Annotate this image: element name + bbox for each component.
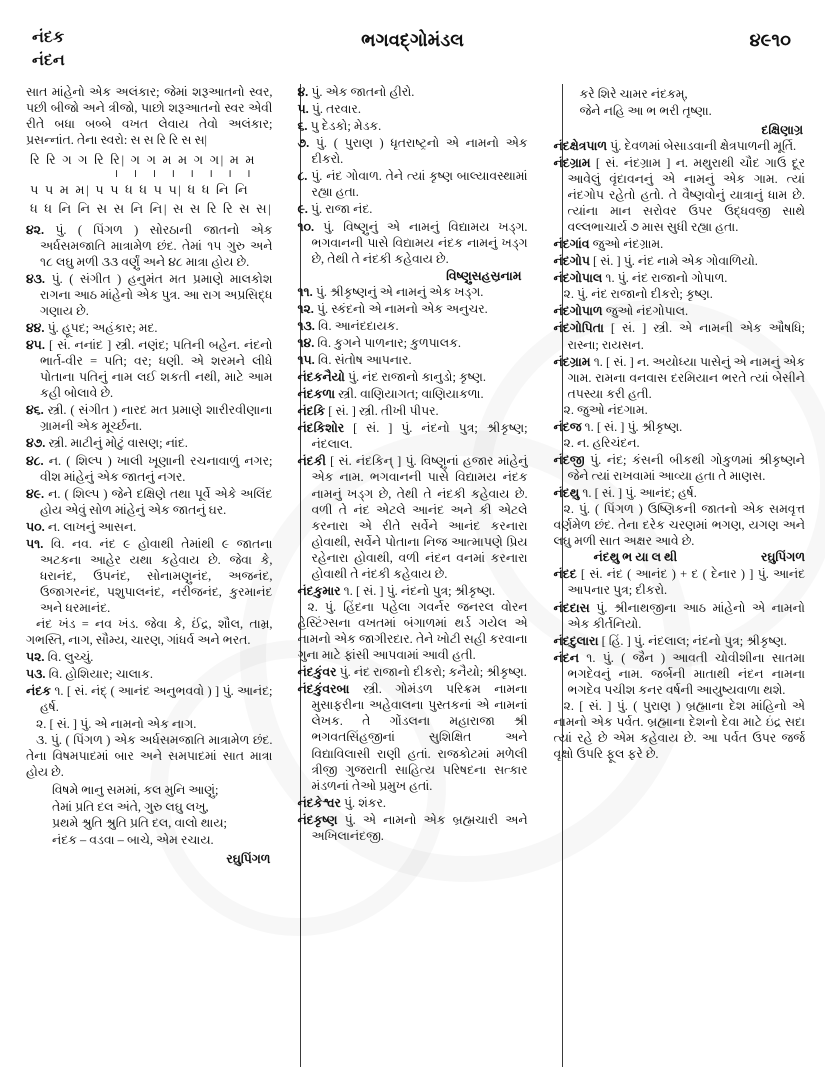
entry-text: [ સં. ] સ્ત્રી. તીખી પીપર.	[325, 404, 439, 419]
headword: નંદગ્રામ	[553, 155, 591, 170]
verse-line: જેને નહિ આ ભ ભરી તૃષ્ણા.	[579, 103, 712, 118]
entry-first-line	[554, 566, 805, 598]
sense-number: ૮.	[297, 169, 308, 184]
sense-11	[297, 284, 527, 300]
dictionary-entry-nandan	[554, 650, 805, 762]
entry-first-line	[297, 583, 527, 599]
sense-number: ૪૩.	[26, 271, 46, 286]
headword: નંદકિશોર	[297, 421, 345, 436]
entry-first-line	[297, 386, 527, 402]
sense-paragraph	[297, 168, 527, 200]
sense-49	[26, 486, 272, 518]
sense-text: પુ દેડકો; મેડક.	[310, 119, 382, 134]
sense-paragraph	[297, 284, 527, 300]
dictionary-entry-nandak	[26, 683, 272, 779]
entry-text: [ સં. ] પું. નંદનો પુત્ર; શ્રીકૃષ્ણ; નંદલાલ.	[311, 421, 528, 452]
entry-text: પું. એ નામનો એક બ્રહ્મચારી અને અખિલાનંદજી.	[311, 812, 528, 843]
sense-paragraph	[26, 320, 272, 336]
sense-paragraph	[297, 101, 527, 117]
sense-50	[26, 519, 272, 535]
sense-paragraph	[26, 402, 272, 434]
sense-8	[297, 168, 527, 200]
entry-first-line	[554, 320, 805, 352]
sense-number: ૪૮.	[26, 453, 44, 468]
entry-first-line	[297, 812, 527, 844]
sense-number: ૧૧.	[297, 284, 313, 299]
sense-number: ૫૦.	[26, 519, 45, 534]
dictionary-entry-nandagaon	[554, 236, 805, 252]
sense-paragraph	[297, 318, 527, 334]
continuation-paragraph: સાત માંહેનો એક અલંકાર; જેમાં શરૂઆતનો સ્વર, પછી બીજો અને ત્રીજો, પાછો શરૂઆતનો સ્વર એવી રીતે બધા બબ્બે વખત લેવાય તેવો અલંકાર; પ્રસન્નાંત. તેના સ્વરો: સ સ રિ રિ સ સ|	[26, 85, 273, 148]
dictionary-entry-nandagop	[554, 253, 805, 269]
sense-text: ૧. [ સં. ] પું. શ્રીકૃષ્ણ.	[584, 419, 683, 434]
verse-line: પ્રથમે શ્રુતિ શ્રુતિ પ્રતિ દલ, વાલો થાય;	[52, 816, 227, 831]
sense-53	[26, 666, 272, 682]
entry-text: પું. દેવળમાં બેસાડવાની ક્ષેત્રપાળની મૂર્તિ.	[607, 138, 797, 153]
sense-text: પું. સ્કંદનો એ નામનો એક અનુચર.	[317, 301, 488, 316]
sense-number: ૯.	[297, 202, 308, 217]
headword: નંદકી	[297, 454, 326, 469]
metre-formula-row	[554, 549, 805, 565]
svara-line-3: ધ ધ નિ નિ સ સ નિ નિ| સ સ રિ રિ સ સ|	[30, 201, 273, 217]
entry-first-line	[554, 354, 805, 402]
sense-text: ૧. [ સં. ] ન. અયોધ્યા પાસેનું એ નામનું એક ગામ. રામના વનવાસ દરમિયાન ભરતે ત્યાં બેસીને તપસ્યા કરી હતી.	[567, 354, 805, 401]
entry-first-line	[554, 155, 805, 235]
sense-text: ૨. [ સં. ] પું. એ નામનો એક નાગ.	[36, 716, 197, 731]
sense-text: પું. ( પુરાણ ) ધૃતરાષ્ટ્રનો એ નામનો એક દીકરો.	[311, 136, 528, 167]
dictionary-entry-nandakshetrapal	[554, 138, 805, 154]
sense-paragraph	[297, 301, 527, 317]
headword: નંદકુંવર	[297, 665, 337, 680]
sense-6	[297, 118, 527, 134]
headword: નંદકુમાર	[297, 583, 341, 598]
entry-first-line	[297, 420, 527, 452]
entry-text: [ સં. ] પું. નંદ નામે એક ગોવાળિયો.	[589, 254, 758, 269]
sense-text: ૩. પું. ( પિંગળ ) એક અર્ધસમજાતિ માત્રામેળ છંદ. તેના વિષમપાદમાં બાર અને સમપાદમાં સાત માત્રા હોય છે.	[26, 732, 273, 779]
sense-number: ૪૭.	[26, 436, 46, 451]
entry-text: [ હિં. ] પું. નંદલાલ; નંદનો પુત્ર; શ્રીકૃષ્ણ.	[598, 633, 787, 648]
dictionary-entry-nandaji	[554, 452, 805, 484]
dictionary-entry-nandakeshwar	[297, 795, 527, 811]
sense-text: પું. ( સંગીત ) હનુમંત મત પ્રમાણે માલકોશ રાગના આઠ માંહેનો એક પુત્ર. આ રાગ અપ્રસિદ્ધ ગણાય છે.	[40, 271, 273, 318]
verse-quotation	[554, 86, 805, 120]
dictionary-entry-nandadulara	[554, 633, 805, 649]
sense-number: ૪૨.	[26, 222, 45, 237]
nine-khand-note: નંદ ખંડ = નવ ખંડ. જેવા કે, ઈંદ્ર, શૌલ, તામ્ર, ગભસ્તિ, નાગ, સૌમ્ય, ચારણ, ગાંધર્વ અને ભરત.	[26, 617, 273, 648]
sense-text: ૨. પું. નંદ રાજાનો દીકરો; કૃષ્ણ.	[563, 287, 713, 302]
running-head	[0, 26, 825, 82]
dictionary-entry-nandathu	[554, 485, 805, 565]
headword: નંદકૃષ્ણ	[297, 812, 338, 827]
entry-first-line	[554, 633, 805, 649]
dictionary-entry-nandakrishna	[297, 812, 527, 844]
sense-number: ૧૨.	[297, 301, 314, 316]
sense-number: ૭.	[297, 136, 310, 151]
dictionary-entry-nandaj	[554, 419, 805, 451]
sense-text: પું. નંદ ગોવાળ. તેને ત્યાં કૃષ્ણ બાલ્યાવસ્થામાં રહ્યા હતા.	[311, 169, 528, 200]
column-container	[26, 84, 805, 1067]
sense-text: પું. એક જાતનો હીરો.	[311, 85, 415, 99]
entry-text: પું. નંદ રાજાનો કાનુડો; કૃષ્ણ.	[344, 370, 486, 385]
sense-text: ન. ( શિલ્પ ) જેને દક્ષિણે તથા પૂર્વે એકે અલિંદ હોય એવું સોળ માંહેનું એક જાતનું ઘર.	[40, 486, 273, 517]
sense-text: વિ. કુગને પાળનાર; કુળપાલક.	[317, 335, 461, 350]
sense-7	[297, 135, 527, 167]
svara-line-2: પ પ મ મ| પ પ ધ ધ પ પ| ધ ધ નિ નિ	[30, 181, 250, 197]
headword: નંદક્ષેત્રપાળ	[553, 138, 608, 153]
sense-text: ૨. પું. ( પિંગળ ) ઉષ્ણિકની જાતનો એક સમવૃત્ત વર્ણમેળ છંદ. તેના દરેક ચરણમાં ભગણ, યગણ અને લઘુ મળી સાત અક્ષર આવે છે.	[553, 502, 805, 549]
sense-number: ૪૯.	[26, 486, 45, 501]
entry-first-line	[554, 270, 805, 286]
headword: નંદદ	[553, 567, 577, 582]
sense-paragraph	[297, 118, 527, 134]
entry-first-line	[554, 650, 805, 698]
sense-text: ૧. પું. નંદ રાજાનો ગોપાળ.	[605, 271, 728, 286]
entry-text: જુઓ નંદગ્રામ.	[589, 237, 664, 252]
sense-text: વિ. આનંદદાયક.	[317, 318, 399, 333]
dictionary-entry-nandakunvar	[297, 664, 527, 680]
headword: નંદદાસ	[553, 600, 590, 615]
dictionary-entry-nandagopal-alt	[554, 303, 805, 319]
entry-first-line	[554, 303, 805, 319]
sense-text: વિ. નવ. નંદ ૯ હોવાથી તેમાંથી ૯ જાતના અટકના આહેર યથા કહેવાય છે. જેવા કે, ધરાનંદ, ઉપનંદ, સોનામણુનંદ, અજનંદ, ઉજાગરનંદ, પશુપાલનંદ, નરીજનંદ, કુરમાનંદ અને ધરમાનંદ.	[40, 536, 273, 616]
sense-14	[297, 335, 527, 351]
headword: નંદકળા	[297, 387, 336, 402]
verse-citation: રઘુપિંગળ	[226, 852, 271, 867]
headword: નંદગોપ	[553, 254, 590, 269]
entry-first-line	[297, 453, 527, 582]
sense-48	[26, 453, 272, 485]
headword: નંદગ્રામ	[553, 354, 591, 369]
verse-line: કરે શિરે ચામર નંદકમ્,	[579, 87, 688, 101]
headword: નંદજ	[553, 419, 582, 434]
sense-text: ન. લાખનું આસન.	[47, 519, 137, 534]
entry-first-line	[554, 600, 805, 632]
sense-text: પું. તરવાર.	[311, 102, 361, 117]
sense-paragraph	[297, 201, 527, 217]
sense-10	[297, 219, 527, 267]
metre-formula: નંદથુ ભ યા લ થી	[593, 550, 678, 565]
sense-paragraph	[297, 219, 527, 267]
sense-46	[26, 402, 272, 434]
sense-paragraph	[26, 271, 272, 319]
entry-text: [ સં. નંદકિન્ ] પું. વિષ્ણુનાં હજાર માંહેનું એક નામ. ભગવાનની પાસે વિદ્યામય નંદક નામનું ખડ્ગ છે, તેથી તે નંદકી કહેવાય છે. વળી તે નંદ એટલે આનંદ અને કી એટલે કરનારા એ રીતે સર્વેને આનંદ કરનારા હોવાથી, સર્વેને પોતાના નિજ આત્માપણે પ્રિય રહેનારા હોવાથી, વળી નંદન વનમાં કરનારા હોવાથી તે નંદકી કહેવાય છે.	[311, 454, 528, 581]
entry-first-line	[297, 795, 527, 811]
sense-number: ૬.	[297, 119, 308, 134]
dictionary-entry-nandad	[554, 566, 805, 598]
sense-number: ૫૩.	[26, 667, 46, 682]
sense-number: ૪૫.	[26, 338, 45, 353]
sense-42	[26, 222, 272, 270]
sense-text: વિ. સંતોષ આપનાર.	[317, 353, 412, 367]
sense-text: પું. રાજા નંદ.	[311, 202, 373, 217]
page-number: ૪૯૧૦	[749, 30, 791, 50]
headword: નંદગોપિતા	[553, 321, 604, 336]
sense-paragraph	[26, 536, 272, 616]
sense-number: ૫૨.	[26, 650, 45, 665]
sense-text: ૧. [ સં. ] પું. નંદનો પુત્ર; શ્રીકૃષ્ણ.	[343, 583, 496, 598]
dictionary-entry-nandadas	[554, 600, 805, 632]
verse-line: નંદક – વડવા – બાચે, એમ રચાય.	[52, 833, 214, 848]
sense-text: ૧. પું. ( જૈન ) આવતી ચોવીશીના સાતમા ભગદેવનું નામ. જર્બની માતાથી નંદન નામના ભગદેવ પચીશ કનર વર્ષની આયુષ્યવાળા થશે.	[567, 650, 805, 697]
sense-text: વિ. હોશિયાર; ચાલાક.	[48, 667, 153, 682]
entry-first-line	[554, 452, 805, 484]
dictionary-entry-nandagram-ayodhya	[554, 354, 805, 418]
sense-text: પું. હૂપદ; અહંકાર; મદ.	[47, 321, 158, 336]
entry-first-line	[297, 681, 527, 793]
dictionary-entry-nandakumar	[297, 583, 527, 663]
svara-notation-block	[26, 150, 272, 218]
sense-number: ૪૪.	[26, 321, 45, 336]
entry-text: પું. શંકર.	[340, 795, 386, 810]
sense-text: [ સં. નનાંદ ] સ્ત્રી. નણંદ; પતિની બહેન. નંદનો ભાર્ત-વીર = પતિ; વર; ધણી. એ શરમને લીધે પોતાના પતિનું નામ લઈ શકતી નથી, માટે આમ કહી બોલાવે છે.	[40, 338, 273, 401]
sense-paragraph	[297, 352, 527, 368]
headword: નંદકુંવરબા	[297, 682, 350, 697]
sense-text: ૨. પું. હિંદના પહેલા ગવર્નર જનરલ વોરન હેસ્ટિંગ્સના વખતમાં બંગાળમાં થર્ડ ગયેલ એ નામનો એક જાગીરદાર. તેને ખોટી સહી કરવાના ગુના માટે ફાંસી આપવામાં આવી હતી.	[297, 599, 528, 663]
entry-first-line	[554, 138, 805, 154]
sense-13	[297, 318, 527, 334]
entry-text: સ્ત્રી. વાણિયાગત; વાણિયાકળા.	[335, 387, 484, 402]
sense-number: ૧૦.	[297, 219, 315, 234]
sense-4	[297, 84, 527, 100]
sense-15	[297, 352, 527, 368]
verse-line: તેમાં પ્રતિ દલ અંતે, ગુરુ લઘુ લખુ,	[52, 799, 209, 814]
headword: નંદગોપાળ	[553, 304, 603, 319]
dictionary-entry-nandakunvarba	[297, 681, 527, 793]
entry-first-line	[297, 369, 527, 385]
sense-text: સ્ત્રી. માટીનું મોટું વાસણ; નાંદ.	[48, 436, 188, 451]
headword: નંદદુલારા	[553, 633, 599, 648]
running-head-left-line1: નંદક	[32, 29, 65, 46]
column-2	[284, 84, 539, 1067]
verse-quotation	[26, 782, 272, 849]
sense-text: ૨. જુઓ નંદગામ.	[563, 402, 648, 417]
column-3	[540, 84, 805, 1067]
running-head-left-line2: નંદન	[32, 52, 65, 70]
sense-52	[26, 649, 272, 665]
dictionary-entry-nandagopal	[554, 270, 805, 302]
dictionary-entry-nandagram-mathura	[554, 155, 805, 235]
dictionary-entry-nandakishor	[297, 420, 527, 452]
sense-43	[26, 271, 272, 319]
sense-paragraph	[26, 519, 272, 535]
dictionary-entry-nandagopita	[554, 320, 805, 352]
column-1	[26, 84, 284, 1067]
sense-paragraph	[26, 486, 272, 518]
sense-text: ન. ( શિલ્પ ) ખાલી ખૂણાની રચનાવાળું નગર; વીશ માંહેનું એક જાતનું નગર.	[40, 453, 273, 484]
sense-paragraph	[26, 435, 272, 451]
sense-number: ૧૫.	[297, 353, 315, 367]
dictionary-entry-nandaki	[297, 453, 527, 582]
sense-number: ૪૬.	[26, 403, 44, 418]
sense-9	[297, 201, 527, 217]
verse-citation: રઘુપિંગળ	[760, 550, 805, 565]
sense-51	[26, 536, 272, 648]
headword: નંદગાંવ	[553, 237, 590, 252]
sense-47	[26, 435, 272, 451]
headword: નંદગોપાલ	[553, 271, 603, 286]
entry-text: [ સં. ] સ્ત્રી. એ નામની એક ઔષધિ; રાસ્ના; રાયસન.	[567, 321, 805, 352]
sense-text: ૧. [ સં. નંદ્ ( આનંદ અનુભવવો ) ] પું. આનંદ; હર્ષ.	[40, 684, 273, 715]
sense-paragraph	[26, 649, 272, 665]
sense-number: ૫.	[297, 102, 309, 117]
entry-first-line	[554, 236, 805, 252]
sense-text: ૧. [ સં. ] પું. આનંદ; હર્ષ.	[582, 486, 697, 501]
sense-paragraph	[297, 84, 527, 100]
sense-text: ૨. [ સં. ] પું. ( પુરાણ ) બ્રહ્માના દેશ માંહિનો એ નામનો એક પર્વત. બ્રહ્માના દેશનો દેવા માટે ઇંદ્ર સદા ત્યાં રહે છે એમ કહેવાય છે. આ પર્વત ઉપર જર્જ વૃક્ષો ઉપરિ ફૂલ ફરે છે.	[553, 698, 805, 762]
dictionary-entry-nandakala	[297, 386, 527, 402]
entry-text: પું. નંદ; કંસની બીકથી ગોકુળમાં શ્રીકૃષ્ણને જેને ત્યાં રાખવામાં આવ્યા હતા તે માણસ.	[567, 452, 805, 484]
book-title: ભગવદ્ગોમંડલ	[361, 30, 464, 50]
sense-5	[297, 101, 527, 117]
svara-line-1: રિ રિ ગ ગ રિ રિ| ગ ગ મ મ ગ ગ| મ મ	[30, 152, 257, 168]
verse-line: વિષમે ભાનુ સમમાં, કલ મુનિ આણું;	[52, 782, 219, 797]
sense-paragraph	[26, 666, 272, 682]
entry-text: જુઓ નંદગોપાલ.	[602, 304, 689, 319]
entry-first-line	[554, 419, 805, 435]
headword: નંદથુ	[553, 486, 580, 501]
entry-first-line	[554, 485, 805, 501]
source-citation: વિષ્ણુસહસ્રનામ	[446, 268, 522, 283]
sense-text: ૨. ન. હરિચંદન.	[563, 435, 640, 450]
sense-number: ૧૪.	[297, 335, 315, 350]
svara-tick-marks: । । । । । । । ।	[114, 167, 257, 180]
entry-text: પું. નંદ રાજાનો દીકરો; કનૈયો; શ્રીકૃષ્ણ.	[336, 665, 527, 680]
entry-first-line	[554, 253, 805, 269]
sense-paragraph	[297, 335, 527, 351]
sense-text: પું. વિષ્ણુનું એ નામનું વિદ્યામય ખડ્ગ. ભગવાનની પાસે વિદ્યામય નંદક નામનું ખડ્ગ છે, તેથી તે નંદકી કહેવાય છે.	[311, 219, 528, 266]
headword: નંદક	[26, 684, 51, 699]
sense-paragraph	[26, 222, 272, 270]
sense-number: ૧૩.	[297, 318, 315, 333]
entry-first-line	[297, 664, 527, 680]
sense-12	[297, 301, 527, 317]
dictionary-entry-nandaki-pepper	[297, 403, 527, 419]
sense-paragraph	[26, 453, 272, 485]
dictionary-entry-nandaknaiyo	[297, 369, 527, 385]
sense-number: ૪.	[297, 85, 309, 99]
headword: નંદકિ	[297, 404, 326, 419]
entry-text: પું. શ્રીનાથજીના આઠ માંહેનો એ નામનો એક કીર્તનિયો.	[567, 600, 805, 631]
sense-text: પું. ( પિંગળ ) સોરઠાની જાતનો એક અર્ધસમજાતિ માત્રામેળ છંદ. તેમાં ૧૫ ગુરુ અને ૧૮ લઘુ મળી ૩૩ વર્ણું અને ૪૮ માત્રા હોય છે.	[40, 222, 273, 269]
entry-text: સ્ત્રી. ગોમંડળ પરિક્રમ નામના મુસાફરીના અહેવાલના પુસ્તકનાં એ નામનાં લેખક. તે ગોંડલના મહારાજા શ્રી ભગવતસિંહજીનાં સુશિક્ષિત અને વિદ્યાવિલાસી રાણી હતાં. રાજકોટમાં મળેલી ત્રીજી ગુજરાતી સાહિત્ય પરિષદના સત્કાર મંડળનાં તેઓ પ્રમુખ હતાં.	[311, 682, 528, 793]
headword: નંદજી	[553, 452, 585, 467]
entry-first-line	[26, 683, 272, 715]
headword: નંદકેશ્વર	[297, 795, 341, 810]
headword: નંદન	[553, 650, 579, 665]
sense-text: સ્ત્રી. ( સંગીત ) નારદ મત પ્રમાણે શારીરવીણાના ગ્રામની એક મૂર્ચ્છના.	[40, 403, 273, 434]
verse-citation: દક્ષિણાગ્ર	[761, 122, 803, 137]
sense-text: પું. શ્રીકૃષ્ણનું એ નામનું એક ખડ્ગ.	[315, 284, 484, 299]
sense-45	[26, 337, 272, 401]
sense-paragraph	[297, 135, 527, 167]
sense-44	[26, 320, 272, 336]
sense-paragraph	[26, 337, 272, 401]
entry-text: [ સં. નંદ ( આનંદ ) + દ ( દેનાર ) ] પું. આનંદ આપનાર પુત્ર; દીકરો.	[567, 567, 805, 598]
entry-first-line	[297, 403, 527, 419]
sense-number: ૫૧.	[26, 536, 44, 551]
sense-text: વિ. લુચ્ચું.	[47, 650, 94, 665]
entry-text: [ સં. નંદગ્રામ ] ન. મથુરાથી ચૌદ ગાઉ દૂર આવેલું વૃંદાવનનું એ નામનું એક ગામ. ત્યાં નંદગોપ રહેતો હતો. તે વૈષ્ણવોનું યાત્રાનું ધામ છે. ત્યાંના માન સરોવર ઉપર ઉદ્ધવજી સાથે વલ્લભાચાર્ય ૭ માસ સુધી રહ્યા હતા.	[567, 155, 805, 235]
headword: નંદકનૈયો	[297, 370, 345, 385]
